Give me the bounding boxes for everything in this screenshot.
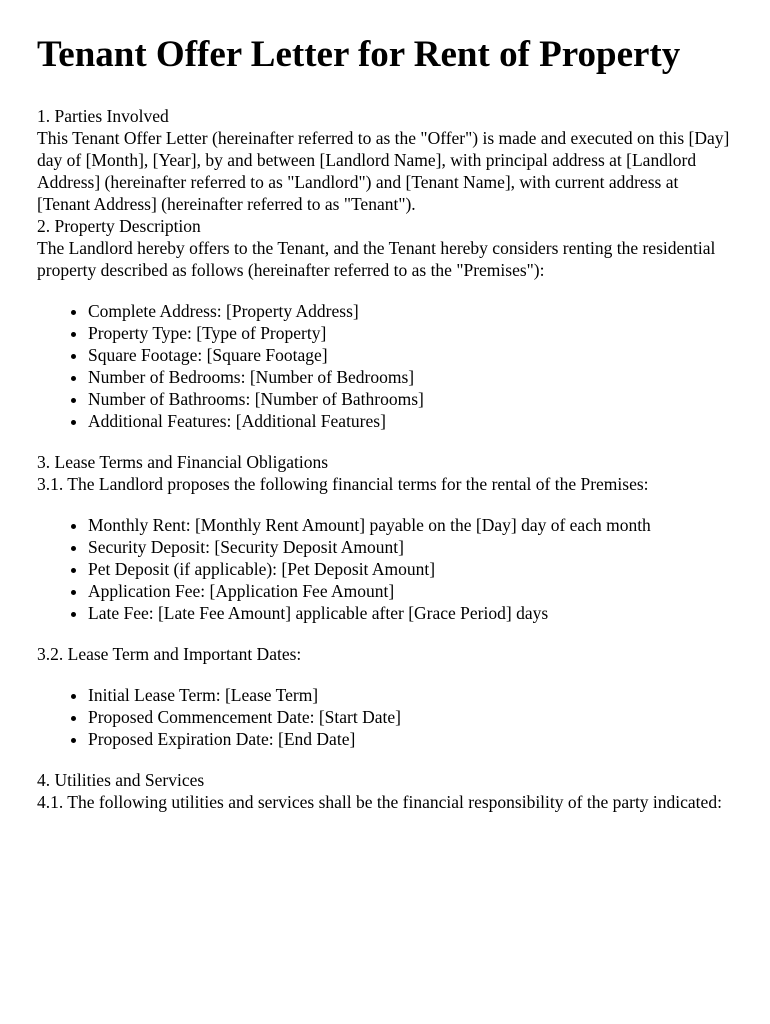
list-item: • Additional Features: [Additional Features] [88,410,734,432]
document-title: Tenant Offer Letter for Rent of Property [37,34,681,75]
section-3-1-body: 3.1. The Landlord proposes the following financial terms for the rental of the Premises: [37,474,649,494]
list-item: • Property Type: [Type of Property] [88,322,734,344]
section-3-2-heading: 3.2. Lease Term and Important Dates: [37,644,302,664]
list-item: • Proposed Commencement Date: [Start Date] [88,706,734,728]
property-details-list [37,300,734,432]
list-item: • Complete Address: [Property Address] [88,300,734,322]
section-1-body: This Tenant Offer Letter (hereinafter referred to as the "Offer") is made and executed on this [Day] day of [Month], [Year], by and between [Landlord Name], with principal address at [Landlord Address] (hereinafter referred to as "Landlord") and [Tenant Name], with current address at [Tenant Address] (hereinafter referred to as "Tenant"). [37,128,730,214]
list-item: • Late Fee: [Late Fee Amount] applicable after [Grace Period] days [88,602,734,624]
list-item: • Square Footage: [Square Footage] [88,344,734,366]
financial-terms-list [37,514,734,624]
section-4-heading: 4. Utilities and Services [37,770,205,790]
section-3-heading: 3. Lease Terms and Financial Obligations [37,452,329,472]
section-2-body: The Landlord hereby offers to the Tenant, and the Tenant hereby considers renting the residential property described as follows (hereinafter referred to as the "Premises"): [37,238,716,280]
section-2-heading: 2. Property Description [37,216,201,236]
list-item: • Initial Lease Term: [Lease Term] [88,684,734,706]
lease-dates-list [37,684,734,750]
list-item: • Number of Bathrooms: [Number of Bathrooms] [88,388,734,410]
section-4-1-body: 4.1. The following utilities and services shall be the financial responsibility of the party indicated: [37,792,722,812]
list-item: • Security Deposit: [Security Deposit Amount] [88,536,734,558]
list-item: • Proposed Expiration Date: [End Date] [88,728,734,750]
section-1-heading: 1. Parties Involved [37,106,169,126]
list-item: • Application Fee: [Application Fee Amount] [88,580,734,602]
list-item: • Monthly Rent: [Monthly Rent Amount] payable on the [Day] day of each month [88,514,734,536]
list-item: • Pet Deposit (if applicable): [Pet Deposit Amount] [88,558,734,580]
list-item: • Number of Bedrooms: [Number of Bedrooms] [88,366,734,388]
